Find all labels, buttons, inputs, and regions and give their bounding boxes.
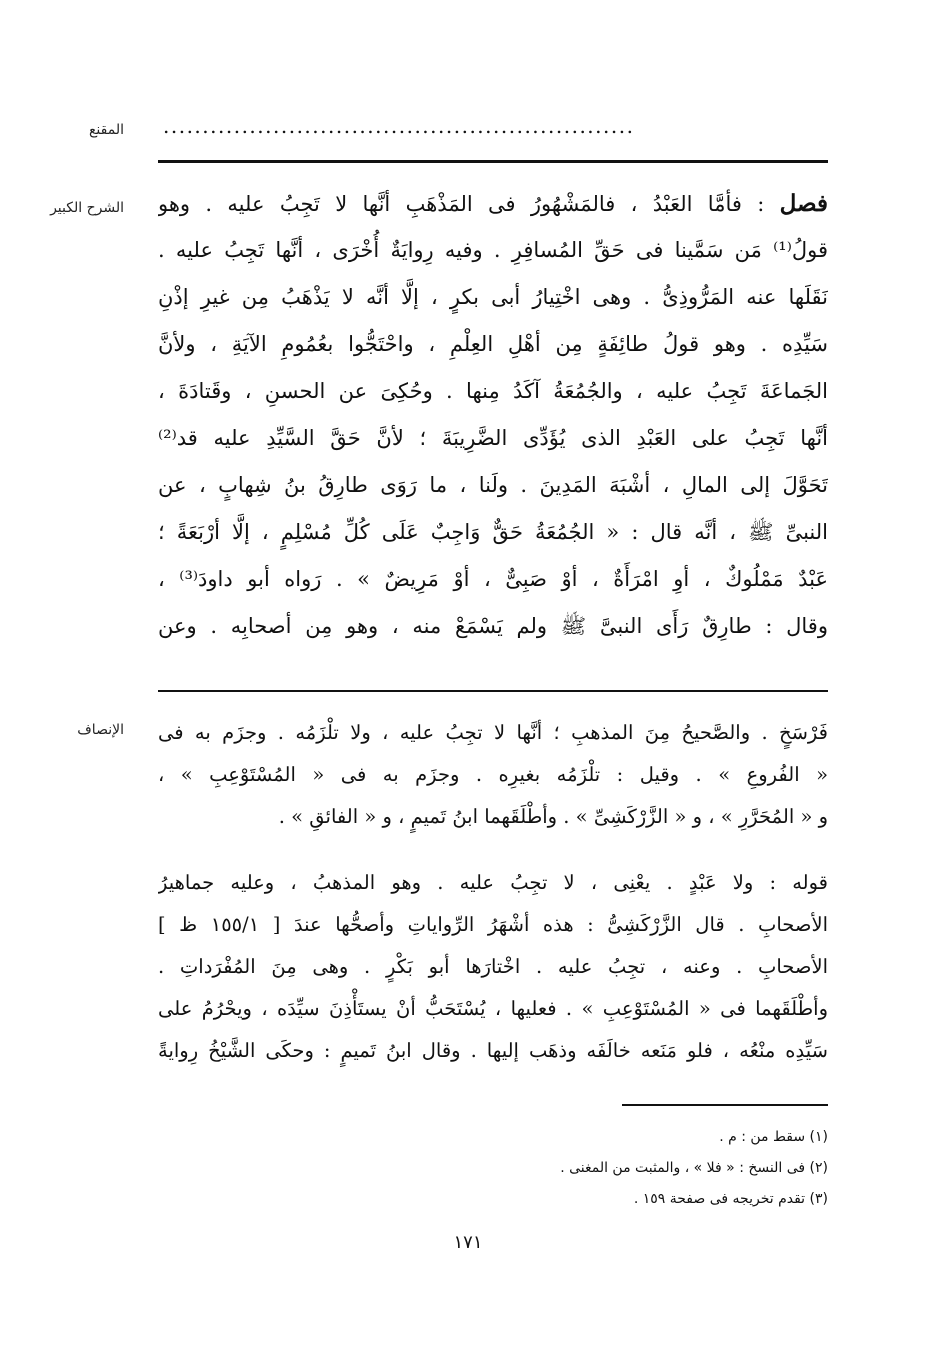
sharh-line [158,274,828,321]
sharh-line-text: : فأمَّا العَبْدُ ، فالمَشْهُورُ فى المَذْهَبِ أنَّها لا تَجِبُ عليه . وهو [158,192,780,216]
sharh-line-text: تَحَوَّلَ إلى المالِ ، أشْبَهَ المَدِينَ . ولَنا ، ما رَوَى طارِقُ بنُ شِهابٍ ، عن [158,473,828,497]
insaf-line: « الفُروعِ » . وقيل : تلْزَمُه بغيرِه . وجزَم به فى « المُسْتَوْعِبِ » ، [158,763,828,786]
sharh-line [158,509,828,556]
sharh-line-text: سَيِّدِه . وهو قولُ طائِفَةٍ مِن أهْلِ العِلْمِ ، واحْتَجُّوا بعُمُومِ الآيَةِ ، ولأنَّ [158,332,828,356]
sharh-line-text: قولُ⁽¹⁾ مَن سَمَّينا فى حَقِّ المُسافِرِ . وفيه رِوايَةٌ أُخْرَى ، أنَّها تَجِبُ عليه . [158,238,828,262]
insaf-line: قوله : ولا عَبْدٍ . يعْنِى ، لا تجِبُ عليه . وهو المذهبُ ، وعليه جماهيرُ [158,871,828,894]
insaf-line: الأصحابِ . وعنه ، تجِبُ عليه . اخْتارَها أبو بَكْرٍ . وهى مِنَ المُفْرَداتِ . [158,955,828,978]
footnotes [400,1122,828,1215]
sharh-line-text: الجَماعَةَ تَجِبُ عليه ، والجُمُعَةُ آكَدُ مِنها . وحُكِىَ عن الحسنِ ، وقَتادَةَ ، [158,379,828,403]
header-dot-leader: ............................................................ [163,114,635,136]
sharh-line-text: النبىِّ ﷺ ، أنَّه قال : « الجُمُعَةُ حَقٌّ وَاجِبٌ عَلَى كُلِّ مُسْلِمٍ ، إلَّا أرْبَعَةً ؛ [158,520,828,544]
sharh-line-text: عَبْدٌ مَمْلُوكٌ ، أوِ امْرَأَةٌ ، أوْ صَبِىٌّ ، أوْ مَرِيضٌ » . رَواه أبو داودَ⁽³⁾ ، [158,567,828,591]
sharh-line [158,603,828,650]
insaf-paragraph-2 [158,862,828,1072]
insaf-paragraph-1 [158,712,828,838]
insaf-line: وأطْلَقَهما فى « المُسْتَوْعِبِ » . فعليها ، يُسْتَحَبُّ أنْ يستَأْذِنَ سيِّدَه ، ويحْرُمُ على [158,997,828,1020]
sharh-line-text: وقال : طارِقٌ رَأَى النبىَّ ﷺ ولم يَسْمَعْ منه ، وهو مِن أصحابِه . وعن [158,614,828,638]
footnote-item: (٢) فى النسخ : « فلا » ، والمثبت من المغنى . [560,1160,828,1176]
sharh-line [158,180,828,227]
insaf-line: و « المُحَرَّرِ » ، و « الزَّرْكَشِىِّ » . وأطْلَقَهما ابنُ تَميمٍ ، و « الفائقِ » . [278,805,828,828]
sharh-line [158,462,828,509]
insaf-margin-label: الإنصاف [77,722,124,738]
insaf-line: الأصحابِ . قال الزَّرْكَشِىُّ : هذه أشْهَرُ الرِّواياتِ وأصحُّها عندَ [ ١٥٥/١ ظ ] [158,913,828,936]
sharh-text-block [158,180,828,650]
insaf-line: فَرْسَخٍ . والصَّحيحُ مِنَ المذهبِ ؛ أنَّها لا تجِبُ عليه ، ولا تلْزَمُه . وجزَم به فى [158,721,828,744]
sharh-margin-label: الشرح الكبير [50,200,124,216]
section-divider [158,690,828,692]
sharh-line [158,368,828,415]
running-title: المقنع [88,122,124,138]
sharh-line [158,227,828,274]
section-heading: فصل [779,190,828,217]
footnote-item: (١) سقط من : م . [719,1129,828,1145]
header-rule [158,160,828,163]
sharh-line [158,415,828,462]
sharh-line-text: نَقَلَها عنه المَرُّوذِىُّ . وهى اخْتِيارُ أبى بكرٍ ، إلَّا أنَّه لا يَذْهَبُ مِن غيرِ إذْنِ [158,285,828,309]
sharh-line [158,556,828,603]
sharh-line-text: أنَّها تَجِبُ على العَبْدِ الذى يُؤَدِّى الضَّرِيبَةَ ؛ لأنَّ حَقَّ السَّيِّدِ عليه قد⁽²⁾ [158,426,828,450]
page-number: ١٧١ [453,1232,483,1253]
footnote-item: (٣) تقدم تخريجه فى صفحة ١٥٩ . [633,1191,828,1207]
sharh-line [158,321,828,368]
insaf-line: سَيِّدِه منْعُه ، فلو مَنَعه خالَفَه وذهَب إليها . وقال ابنُ تَميمٍ : وحكَى الشَّيْخُ رِوايةً [158,1039,828,1062]
footnote-rule [622,1104,828,1106]
